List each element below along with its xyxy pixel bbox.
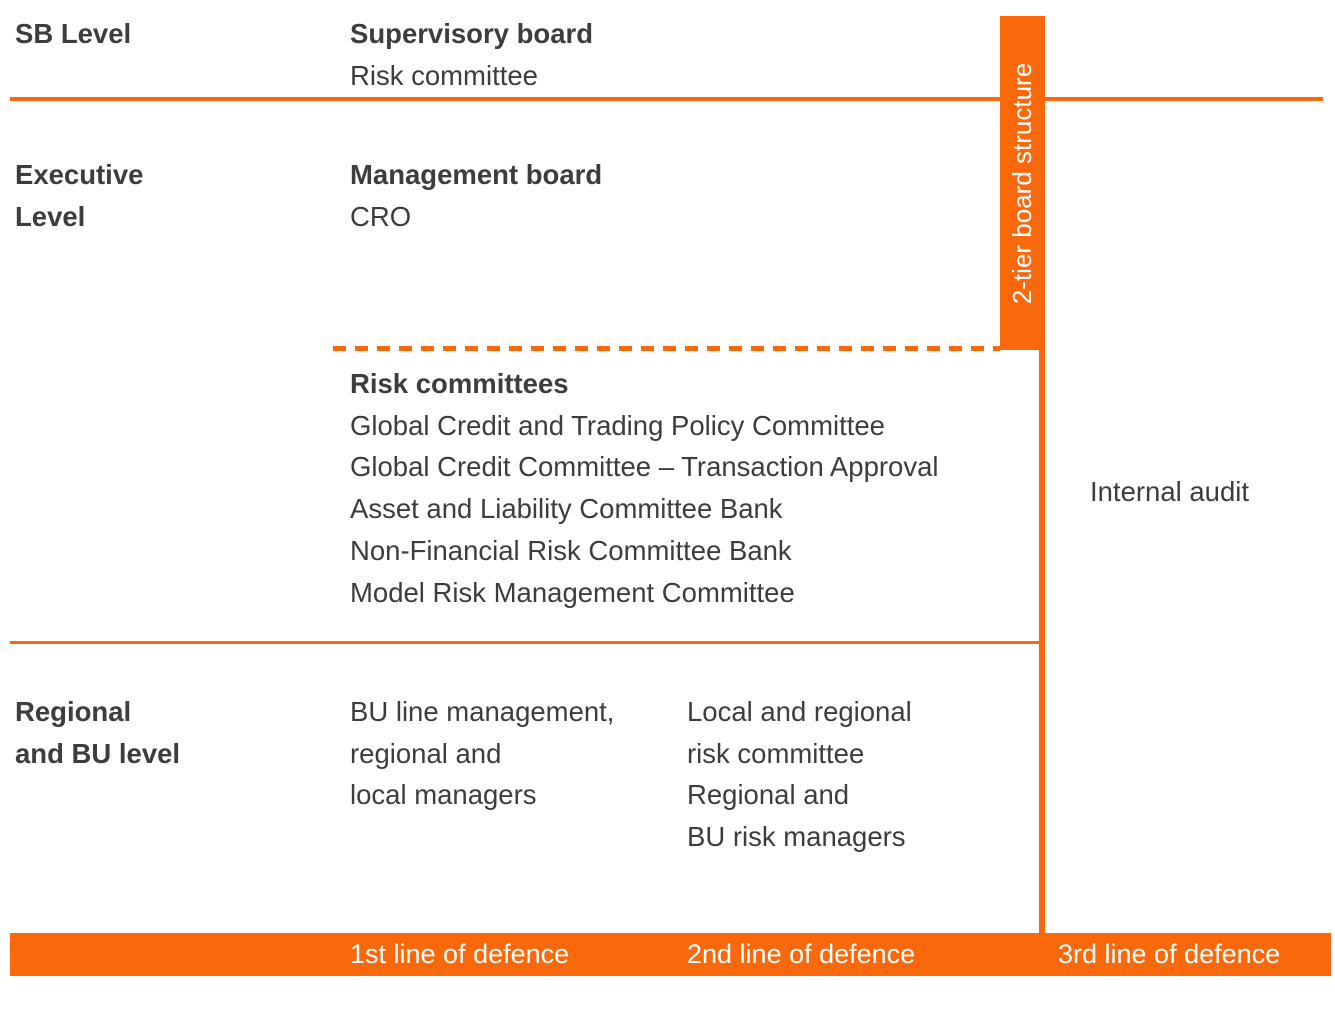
top-divider-line — [10, 97, 1323, 101]
board-structure-label: 2-tier board structure — [1007, 62, 1038, 304]
local-regional-risk-line1: Local and regional — [687, 696, 912, 727]
management-board-block — [350, 154, 602, 237]
local-regional-risk-line3: Regional and — [687, 779, 850, 811]
local-regional-risk-line2: risk committee — [687, 737, 865, 769]
bu-line-management-line2: regional and — [350, 737, 502, 769]
bu-line-management-line1: BU line management, — [350, 696, 615, 727]
sb-level-label: SB Level — [15, 18, 132, 49]
supervisory-board-title: Supervisory board — [350, 18, 593, 49]
risk-committee-item: Non-Financial Risk Committee Bank — [350, 534, 792, 566]
second-line-of-defence-label: 2nd line of defence — [687, 939, 916, 969]
risk-committee-item: Model Risk Management Committee — [350, 576, 795, 608]
risk-committee-item: Asset and Liability Committee Bank — [350, 493, 783, 525]
bu-line-management-line3: local managers — [350, 779, 537, 811]
local-regional-risk-line4: BU risk managers — [687, 820, 906, 852]
mid-divider-line — [10, 641, 1041, 644]
cro-label: CRO — [350, 200, 412, 232]
executive-level-label-line2: Level — [15, 200, 86, 232]
executive-level-label-line1: Executive — [15, 159, 144, 190]
board-structure-bar — [1000, 16, 1045, 350]
management-board-title: Management board — [350, 159, 603, 190]
risk-committee-item: Global Credit Committee – Transaction Approval — [350, 451, 939, 483]
lines-of-defence-bar — [10, 933, 1331, 976]
supervisory-board-block — [350, 13, 593, 96]
local-regional-risk-block — [687, 691, 912, 857]
regional-bu-level-label-line1: Regional — [15, 696, 132, 727]
third-line-of-defence-label: 3rd line of defence — [1058, 939, 1281, 969]
regional-bu-level-label — [15, 691, 180, 774]
first-line-of-defence-label: 1st line of defence — [350, 939, 570, 969]
sb-risk-committee-label: Risk committee — [350, 59, 538, 91]
risk-committee-item: Global Credit and Trading Policy Committee — [350, 409, 885, 441]
dashed-connector-line — [333, 346, 1000, 351]
executive-level-label — [15, 154, 143, 237]
risk-committees-block — [350, 363, 938, 613]
risk-committees-title: Risk committees — [350, 368, 569, 399]
internal-audit-label: Internal audit — [1090, 476, 1249, 507]
bu-line-management-block — [350, 691, 614, 816]
regional-bu-level-label-line2: and BU level — [15, 737, 181, 769]
